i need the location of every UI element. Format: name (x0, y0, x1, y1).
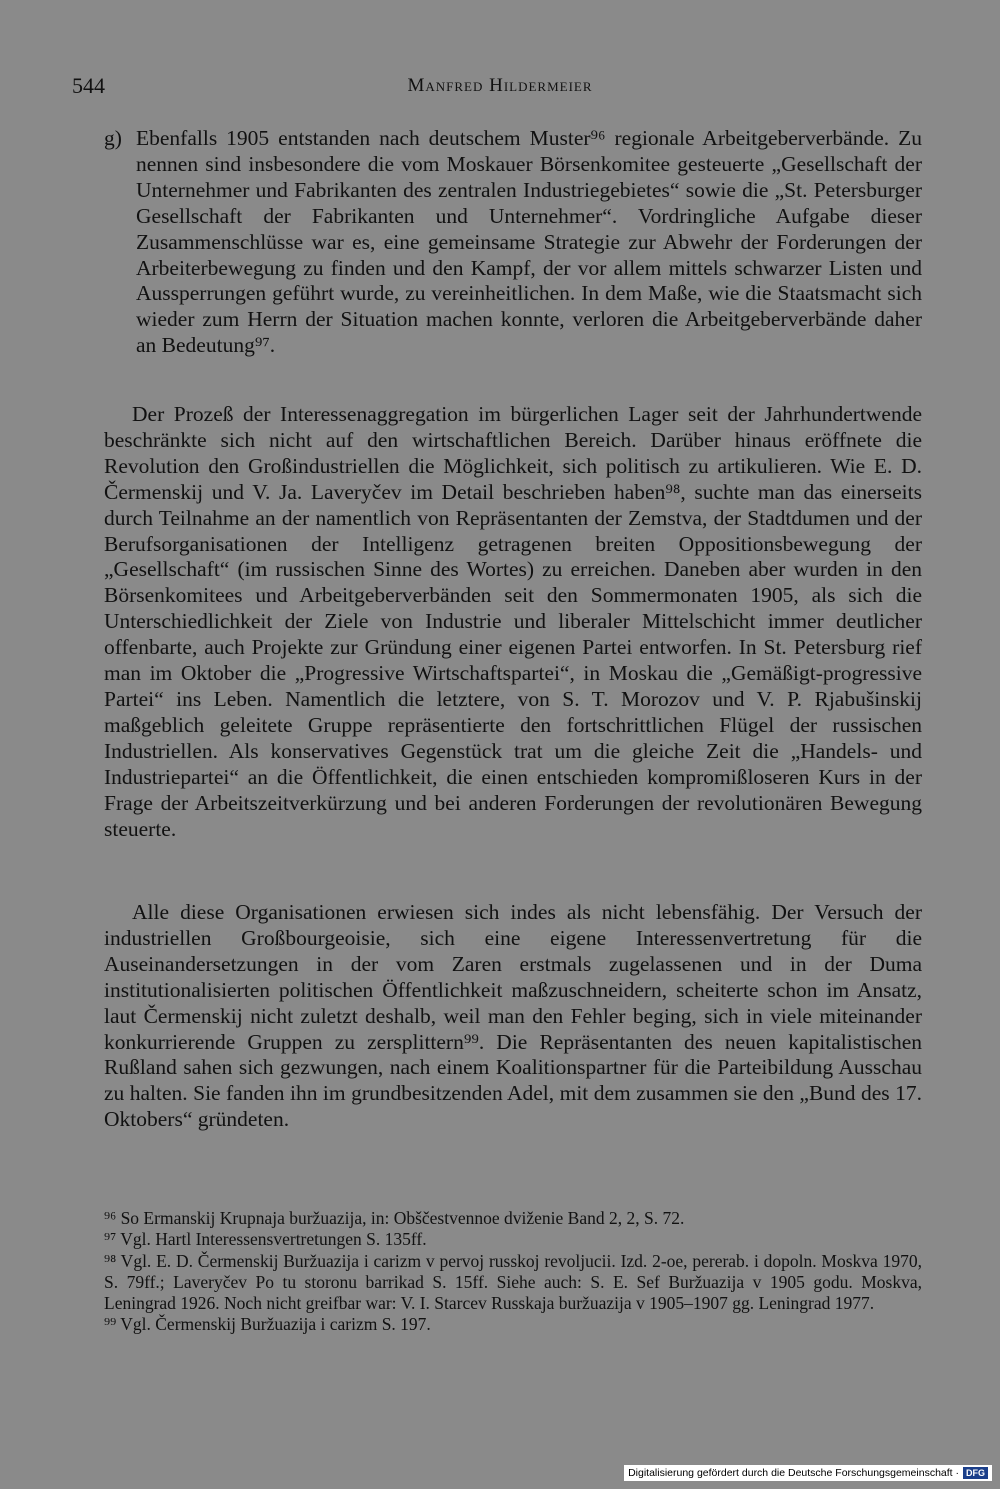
paragraph-g (104, 126, 922, 359)
paragraph-last (104, 900, 922, 1133)
paragraph-text: Ebenfalls 1905 entstanden nach deutschem Muster⁹⁶ regionale Arbeitgeberverbände. Zu nennen sind insbesondere die vom Moskauer Börsenkomitee gesteuerte „Gesellschaft der Unternehmer und Fabrikanten des zentralen Industriegebietes“ sowie die „St. Petersburger Gesellschaft der Fabrikanten und Unternehmer“. Vordringliche Aufgabe dieser Zusammenschlüsse war es, eine gemeinsame Strategie zur Abwehr der Forderungen der Arbeiterbewegung zu finden und den Kampf, der vor allem mittels schwarzer Listen und Aussperrungen geführt wurde, zu vereinheitlichen. In dem Maße, wie die Staatsmacht sich wieder zum Herrn der Situation machen konnte, verloren die Arbeitgeberverbände daher an Bedeutung⁹⁷. (136, 126, 922, 358)
footnote-98: ⁹⁸ Vgl. E. D. Čermenskij Buržuazija i carizm v pervoj russkoj revoljucii. Izd. 2-oe, pererab. i dopoln. Moskva 1970, S. 79ff.; Laveryčev Po tu storonu barrikad S. 15ff. Siehe auch: S. E. Sef Buržuazija v 1905 godu. Moskva, Leningrad 1926. Noch nicht greifbar war: V. I. Starcev Russkaja buržuazija v 1905–1907 gg. Leningrad 1977. (104, 1250, 922, 1314)
paragraph-main (104, 402, 922, 842)
list-label: g) (104, 126, 122, 150)
paragraph-text: Alle diese Organisationen erwiesen sich indes als nicht lebensfähig. Der Versuch der industriellen Großbourgeoisie, sich eine eigene Interessenvertretung für die Auseinandersetzungen in der vom Zaren erstmals zugelassenen und in der Duma institutionalisierten politischen Öffentlichkeit maßzuschneidern, scheiterte schon im Ansatz, laut Čermenskij nicht zuletzt deshalb, weil man den Fehler beging, sich in viele miteinander konkurrierende Gruppen zu zersplittern⁹⁹. Die Repräsentanten des neuen kapitalistischen Rußland sahen sich gezwungen, nach einem Koalitionspartner für die Parteibildung Ausschau zu halten. Sie fanden ihn im grundbesitzenden Adel, mit dem zusammen sie den „Bund des 17. Oktobers“ gründeten. (104, 900, 922, 1132)
footnote-96: ⁹⁶ So Ermanskij Krupnaja buržuazija, in: Obščestvennoe dviženie Band 2, 2, S. 72. (104, 1208, 685, 1228)
footnote-97: ⁹⁷ Vgl. Hartl Interessensvertretungen S. 135ff. (104, 1229, 427, 1250)
running-head: Manfred Hildermeier (407, 75, 593, 96)
footnotes (104, 1208, 922, 1336)
footnote-99: ⁹⁹ Vgl. Čermenskij Buržuazija i carizm S. 197. (104, 1314, 431, 1335)
digitization-footer (624, 1465, 992, 1481)
page-header (72, 73, 928, 103)
page-number: 544 (72, 73, 105, 98)
footer-text: Digitalisierung gefördert durch die Deutsche Forschungsgemeinschaft · (628, 1467, 959, 1479)
dfg-logo: DFG (963, 1467, 988, 1479)
paragraph-text: Der Prozeß der Interessenaggregation im bürgerlichen Lager seit der Jahrhundertwende beschränkte sich nicht auf den wirtschaftlichen Bereich. Darüber hinaus eröffnete die Revolution den Großindustriellen die Möglichkeit, sich politisch zu artikulieren. Wie E. D. Čermenskij und V. Ja. Laveryčev im Detail beschrieben haben⁹⁸, suchte man das einerseits durch Teilnahme an der namentlich von Repräsentanten der Zemstva, der Stadtdumen und der Berufsorganisationen der Intelligenz getragenen breiten Oppositionsbewegung der „Gesellschaft“ (im russischen Sinne des Wortes) zu erreichen. Daneben aber wurden in den Börsenkomitees und Arbeitgeberverbänden seit den Sommermonaten 1905, als sich die Unterschiedlichkeit der Ziele von Industrie und liberaler Mittelschicht immer deutlicher offenbarte, auch Projekte zur Gründung einer eigenen Partei entworfen. In St. Petersburg rief man im Oktober die „Progressive Wirtschaftspartei“, in Moskau die „Gemäßigt-progressive Partei“ ins Leben. Namentlich die letztere, von S. T. Morozov und V. P. Rjabušinskij maßgeblich geleitete Gruppe repräsentierte den fortschrittlichen Flügel der russischen Industriellen. Als konservatives Gegenstück trat um die gleiche Zeit die „Handels- und Industriepartei“ an die Öffentlichkeit, die einen entschieden kompromißloseren Kurs in der Frage der Arbeitszeitverkürzung und bei anderen Forderungen der revolutionären Bewegung steuerte. (104, 402, 922, 841)
